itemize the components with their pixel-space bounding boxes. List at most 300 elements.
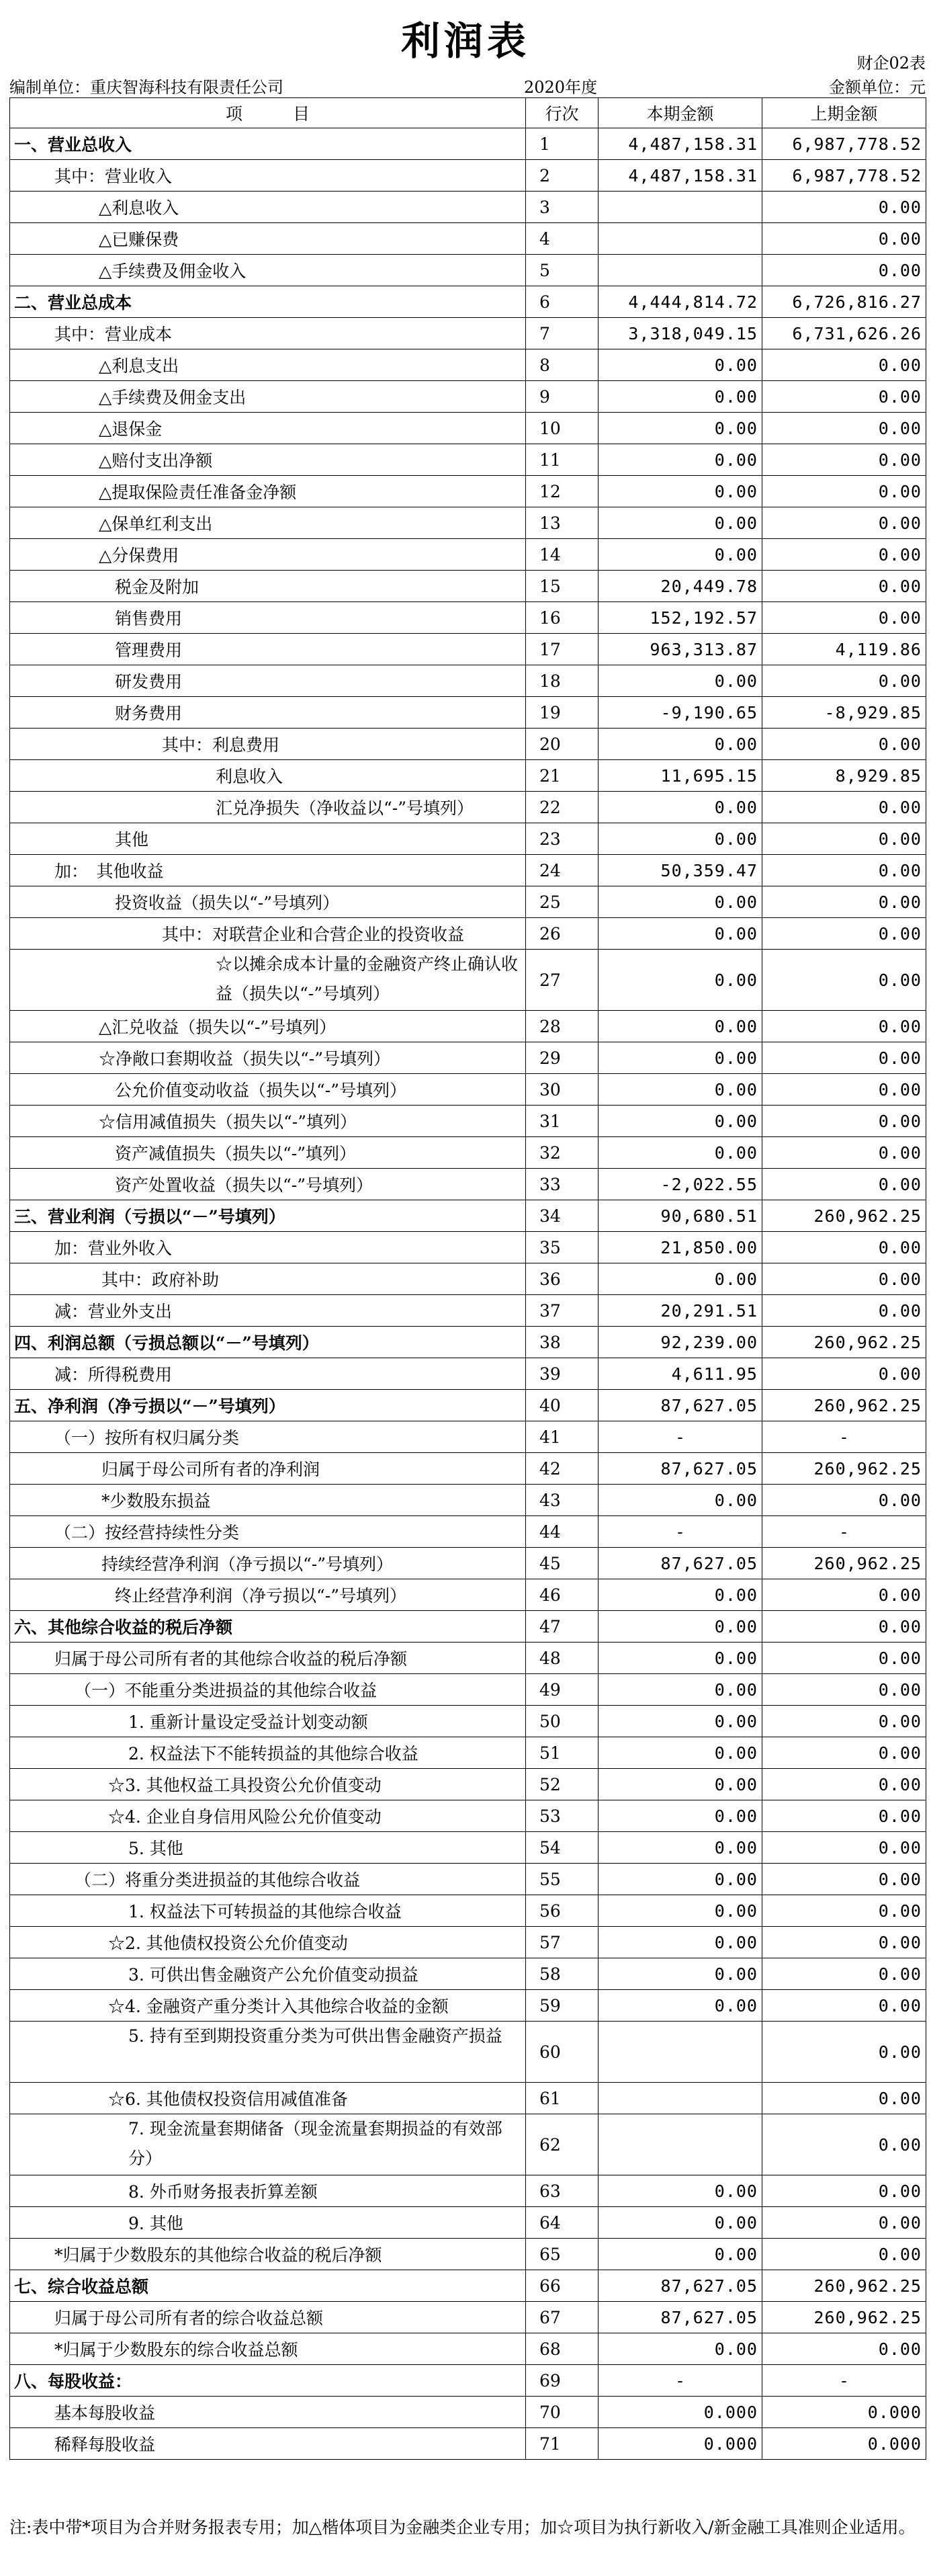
row-prior-amount: 0.00 xyxy=(762,1295,926,1327)
row-line-no: 38 xyxy=(526,1327,598,1358)
table-row xyxy=(10,1042,926,1074)
row-current-amount: 0.00 xyxy=(598,2207,762,2239)
row-item-label: 加： 其他收益 xyxy=(10,855,526,886)
row-current-amount: 0.00 xyxy=(598,918,762,950)
row-item-label: 其中：利息费用 xyxy=(10,729,526,760)
row-line-no: 13 xyxy=(526,507,598,539)
row-prior-amount: 0.00 xyxy=(762,2207,926,2239)
reporting-period: 2020年度 xyxy=(524,78,598,97)
row-prior-amount: 0.00 xyxy=(762,2239,926,2270)
row-item-label: ☆4. 金融资产重分类计入其他综合收益的金额 xyxy=(10,1990,526,2022)
row-item-label: 其中：对联营企业和合营企业的投资收益 xyxy=(10,918,526,950)
row-prior-amount: 0.00 xyxy=(762,729,926,760)
row-current-amount: 4,487,158.31 xyxy=(598,160,762,192)
row-prior-amount: 0.00 xyxy=(762,918,926,950)
row-item-label: 9. 其他 xyxy=(10,2207,526,2239)
row-prior-amount: 0.00 xyxy=(762,2083,926,2114)
row-prior-amount: 6,987,778.52 xyxy=(762,128,926,160)
footnote: 注:表中带*项目为合并财务报表专用；加△楷体项目为金融类企业专用；加☆项目为执行新收入/新金融工具准则企业适用。 xyxy=(9,2518,916,2537)
row-item-label: 资产处置收益（损失以“-”号填列） xyxy=(10,1169,526,1200)
row-item-label: ☆净敞口套期收益（损失以“-”号填列） xyxy=(10,1042,526,1074)
row-item-label: △退保金 xyxy=(10,413,526,444)
row-item-label: 一、营业总收入 xyxy=(10,128,526,160)
row-prior-amount: 0.00 xyxy=(762,1011,926,1042)
row-prior-amount: - xyxy=(762,2365,926,2397)
row-item-label: *归属于少数股东的综合收益总额 xyxy=(10,2333,526,2365)
row-item-label: △手续费及佣金支出 xyxy=(10,381,526,413)
table-row xyxy=(10,1548,926,1579)
table-row xyxy=(10,160,926,192)
table-row xyxy=(10,128,926,160)
row-line-no: 15 xyxy=(526,571,598,602)
row-item-label: 持续经营净利润（净亏损以“-”号填列） xyxy=(10,1548,526,1579)
row-item-label: 七、综合收益总额 xyxy=(10,2270,526,2302)
row-prior-amount: 0.00 xyxy=(762,1895,926,1927)
table-row xyxy=(10,1895,926,1927)
row-line-no: 26 xyxy=(526,918,598,950)
row-current-amount: 0.00 xyxy=(598,1800,762,1832)
row-current-amount: 0.00 xyxy=(598,1832,762,1864)
row-item-label: ☆信用减值损失（损失以“-”填列） xyxy=(10,1106,526,1137)
row-line-no: 47 xyxy=(526,1611,598,1643)
row-current-amount: 0.00 xyxy=(598,413,762,444)
row-prior-amount: - xyxy=(762,1421,926,1453)
table-row xyxy=(10,1958,926,1990)
row-current-amount: 0.00 xyxy=(598,1958,762,1990)
header-item: 项 目 xyxy=(10,98,526,128)
row-line-no: 58 xyxy=(526,1958,598,1990)
row-item-label: 销售费用 xyxy=(10,602,526,634)
table-row xyxy=(10,665,926,697)
row-item-label: 八、每股收益： xyxy=(10,2365,526,2397)
row-line-no: 29 xyxy=(526,1042,598,1074)
row-item-label: ☆4. 企业自身信用风险公允价值变动 xyxy=(10,1800,526,1832)
row-prior-amount: 0.00 xyxy=(762,539,926,571)
row-prior-amount: 260,962.25 xyxy=(762,1200,926,1232)
row-item-label: 其中：营业成本 xyxy=(10,318,526,349)
row-current-amount: 20,291.51 xyxy=(598,1295,762,1327)
table-row xyxy=(10,571,926,602)
row-line-no: 10 xyxy=(526,413,598,444)
table-row xyxy=(10,476,926,507)
table-row xyxy=(10,1295,926,1327)
row-item-label: 三、营业利润（亏损以“－”号填列） xyxy=(10,1200,526,1232)
row-prior-amount: 0.00 xyxy=(762,476,926,507)
row-current-amount: 0.00 xyxy=(598,792,762,823)
row-item-label: 3. 可供出售金融资产公允价值变动损益 xyxy=(10,1958,526,1990)
row-item-label: △保单红利支出 xyxy=(10,507,526,539)
row-prior-amount: - xyxy=(762,1516,926,1548)
row-line-no: 44 xyxy=(526,1516,598,1548)
row-current-amount: 0.00 xyxy=(598,349,762,381)
row-prior-amount: 0.00 xyxy=(762,381,926,413)
row-prior-amount: 0.00 xyxy=(762,255,926,286)
row-prior-amount: 0.00 xyxy=(762,1232,926,1263)
row-prior-amount: 260,962.25 xyxy=(762,1327,926,1358)
table-row xyxy=(10,697,926,729)
row-current-amount: 0.00 xyxy=(598,950,762,1011)
row-line-no: 3 xyxy=(526,192,598,223)
row-prior-amount: 260,962.25 xyxy=(762,1548,926,1579)
row-current-amount: - xyxy=(598,1421,762,1453)
row-line-no: 4 xyxy=(526,223,598,255)
row-line-no: 40 xyxy=(526,1390,598,1421)
row-item-label: 加：营业外收入 xyxy=(10,1232,526,1263)
row-line-no: 64 xyxy=(526,2207,598,2239)
row-current-amount xyxy=(598,192,762,223)
table-row xyxy=(10,444,926,476)
reporting-unit: 编制单位：重庆智海科技有限责任公司 xyxy=(9,78,283,97)
table-row xyxy=(10,1737,926,1769)
row-prior-amount: 6,731,626.26 xyxy=(762,318,926,349)
row-prior-amount: 4,119.86 xyxy=(762,634,926,665)
row-item-label: 税金及附加 xyxy=(10,571,526,602)
row-prior-amount: 0.00 xyxy=(762,444,926,476)
row-prior-amount: 0.00 xyxy=(762,1358,926,1390)
row-line-no: 66 xyxy=(526,2270,598,2302)
row-prior-amount: 0.00 xyxy=(762,602,926,634)
table-row xyxy=(10,1674,926,1706)
row-current-amount: 0.00 xyxy=(598,1927,762,1958)
table-row xyxy=(10,1011,926,1042)
header-line-no: 行次 xyxy=(526,98,598,128)
table-row xyxy=(10,1137,926,1169)
row-item-label: 减：所得税费用 xyxy=(10,1358,526,1390)
row-prior-amount: 0.00 xyxy=(762,1169,926,1200)
row-prior-amount: 6,726,816.27 xyxy=(762,286,926,318)
row-item-label: 减：营业外支出 xyxy=(10,1295,526,1327)
row-line-no: 53 xyxy=(526,1800,598,1832)
table-row xyxy=(10,1927,926,1958)
row-current-amount xyxy=(598,2114,762,2175)
table-row xyxy=(10,2083,926,2114)
table-row xyxy=(10,729,926,760)
row-current-amount: 4,487,158.31 xyxy=(598,128,762,160)
row-line-no: 28 xyxy=(526,1011,598,1042)
row-line-no: 65 xyxy=(526,2239,598,2270)
row-item-label: （二）按经营持续性分类 xyxy=(10,1516,526,1548)
row-line-no: 36 xyxy=(526,1263,598,1295)
row-line-no: 61 xyxy=(526,2083,598,2114)
row-item-label: 汇兑净损失（净收益以“-”号填列） xyxy=(10,792,526,823)
table-row xyxy=(10,223,926,255)
row-line-no: 22 xyxy=(526,792,598,823)
row-line-no: 16 xyxy=(526,602,598,634)
row-item-label: 归属于母公司所有者的净利润 xyxy=(10,1453,526,1485)
row-item-label: 8. 外币财务报表折算差额 xyxy=(10,2175,526,2207)
row-prior-amount: 0.00 xyxy=(762,1800,926,1832)
page-title: 利润表 xyxy=(400,18,530,64)
row-prior-amount: 0.00 xyxy=(762,1706,926,1737)
row-line-no: 49 xyxy=(526,1674,598,1706)
row-item-label: △赔付支出净额 xyxy=(10,444,526,476)
table-row xyxy=(10,286,926,318)
row-prior-amount: 0.00 xyxy=(762,1579,926,1611)
table-row xyxy=(10,192,926,223)
row-line-no: 25 xyxy=(526,886,598,918)
row-line-no: 71 xyxy=(526,2428,598,2460)
row-prior-amount: 0.00 xyxy=(762,792,926,823)
row-current-amount: 0.00 xyxy=(598,1485,762,1516)
table-row xyxy=(10,1453,926,1485)
table-row xyxy=(10,1706,926,1737)
row-current-amount: 0.00 xyxy=(598,729,762,760)
row-item-label: 研发费用 xyxy=(10,665,526,697)
row-line-no: 9 xyxy=(526,381,598,413)
row-prior-amount: 0.000 xyxy=(762,2397,926,2428)
row-line-no: 20 xyxy=(526,729,598,760)
row-prior-amount: 0.00 xyxy=(762,665,926,697)
row-prior-amount: 0.00 xyxy=(762,855,926,886)
table-row xyxy=(10,855,926,886)
row-item-label: △手续费及佣金收入 xyxy=(10,255,526,286)
row-line-no: 5 xyxy=(526,255,598,286)
row-item-label: 终止经营净利润（净亏损以“-”号填列） xyxy=(10,1579,526,1611)
row-item-label: ☆以摊余成本计量的金融资产终止确认收益（损失以“-”号填列） xyxy=(10,950,526,1011)
row-current-amount: 0.00 xyxy=(598,1706,762,1737)
row-prior-amount: 8,929.85 xyxy=(762,760,926,792)
row-line-no: 6 xyxy=(526,286,598,318)
row-line-no: 37 xyxy=(526,1295,598,1327)
table-row xyxy=(10,2302,926,2333)
table-row xyxy=(10,1390,926,1421)
row-current-amount: 0.00 xyxy=(598,1011,762,1042)
row-prior-amount: 0.00 xyxy=(762,349,926,381)
row-current-amount: 0.00 xyxy=(598,1074,762,1106)
row-prior-amount: 0.00 xyxy=(762,1990,926,2022)
table-row xyxy=(10,1232,926,1263)
table-row xyxy=(10,2333,926,2365)
row-current-amount: 0.000 xyxy=(598,2397,762,2428)
row-line-no: 27 xyxy=(526,950,598,1011)
table-row xyxy=(10,318,926,349)
table-row xyxy=(10,2239,926,2270)
row-item-label: 2. 权益法下不能转损益的其他综合收益 xyxy=(10,1737,526,1769)
row-current-amount: 0.00 xyxy=(598,1895,762,1927)
row-current-amount: 0.00 xyxy=(598,1643,762,1674)
table-row xyxy=(10,1990,926,2022)
row-prior-amount: 0.00 xyxy=(762,1263,926,1295)
row-current-amount: 21,850.00 xyxy=(598,1232,762,1263)
row-line-no: 17 xyxy=(526,634,598,665)
row-prior-amount: 0.00 xyxy=(762,1674,926,1706)
row-current-amount: 0.00 xyxy=(598,823,762,855)
row-prior-amount: 0.00 xyxy=(762,1485,926,1516)
row-prior-amount: 0.00 xyxy=(762,1137,926,1169)
table-row xyxy=(10,1769,926,1800)
row-current-amount: 963,313.87 xyxy=(598,634,762,665)
row-line-no: 31 xyxy=(526,1106,598,1137)
row-prior-amount: 0.00 xyxy=(762,1074,926,1106)
table-row xyxy=(10,2207,926,2239)
table-row xyxy=(10,1579,926,1611)
row-prior-amount: 0.00 xyxy=(762,950,926,1011)
row-item-label: 其他 xyxy=(10,823,526,855)
table-row xyxy=(10,349,926,381)
form-code: 财企02表 xyxy=(856,54,926,73)
table-row xyxy=(10,1864,926,1895)
row-item-label: （一）按所有权归属分类 xyxy=(10,1421,526,1453)
row-line-no: 55 xyxy=(526,1864,598,1895)
row-current-amount: 92,239.00 xyxy=(598,1327,762,1358)
row-current-amount: 0.00 xyxy=(598,1674,762,1706)
row-current-amount: 11,695.15 xyxy=(598,760,762,792)
row-prior-amount: 0.00 xyxy=(762,2333,926,2365)
row-line-no: 43 xyxy=(526,1485,598,1516)
row-current-amount: 0.000 xyxy=(598,2428,762,2460)
table-row xyxy=(10,2270,926,2302)
row-item-label: 5. 其他 xyxy=(10,1832,526,1864)
row-current-amount: - xyxy=(598,2365,762,2397)
row-current-amount: 0.00 xyxy=(598,886,762,918)
row-item-label: 五、净利润（净亏损以“－”号填列） xyxy=(10,1390,526,1421)
row-item-label: 1. 权益法下可转损益的其他综合收益 xyxy=(10,1895,526,1927)
row-current-amount: 0.00 xyxy=(598,2239,762,2270)
row-current-amount xyxy=(598,255,762,286)
row-line-no: 63 xyxy=(526,2175,598,2207)
row-line-no: 39 xyxy=(526,1358,598,1390)
row-current-amount: 87,627.05 xyxy=(598,1548,762,1579)
row-line-no: 41 xyxy=(526,1421,598,1453)
row-prior-amount: 260,962.25 xyxy=(762,1453,926,1485)
row-prior-amount: 0.00 xyxy=(762,1832,926,1864)
row-prior-amount: 0.00 xyxy=(762,1737,926,1769)
row-line-no: 12 xyxy=(526,476,598,507)
row-current-amount: 87,627.05 xyxy=(598,2302,762,2333)
row-line-no: 69 xyxy=(526,2365,598,2397)
row-current-amount: - xyxy=(598,1516,762,1548)
row-current-amount: 0.00 xyxy=(598,476,762,507)
row-current-amount: 87,627.05 xyxy=(598,1390,762,1421)
table-row xyxy=(10,886,926,918)
table-row xyxy=(10,2175,926,2207)
row-item-label: △已赚保费 xyxy=(10,223,526,255)
row-prior-amount: 0.00 xyxy=(762,823,926,855)
row-item-label: 5. 持有至到期投资重分类为可供出售金融资产损益 xyxy=(10,2022,526,2083)
row-line-no: 70 xyxy=(526,2397,598,2428)
row-current-amount: 0.00 xyxy=(598,1990,762,2022)
row-prior-amount: 0.00 xyxy=(762,1958,926,1990)
row-prior-amount: 260,962.25 xyxy=(762,1390,926,1421)
row-line-no: 60 xyxy=(526,2022,598,2083)
table-row xyxy=(10,792,926,823)
row-current-amount: 0.00 xyxy=(598,1737,762,1769)
row-item-label: （二）将重分类进损益的其他综合收益 xyxy=(10,1864,526,1895)
row-current-amount: 0.00 xyxy=(598,507,762,539)
row-line-no: 54 xyxy=(526,1832,598,1864)
row-current-amount: 4,444,814.72 xyxy=(598,286,762,318)
row-item-label: 归属于母公司所有者的综合收益总额 xyxy=(10,2302,526,2333)
row-item-label: 管理费用 xyxy=(10,634,526,665)
row-current-amount xyxy=(598,223,762,255)
table-row xyxy=(10,1358,926,1390)
row-item-label: 7. 现金流量套期储备（现金流量套期损益的有效部分） xyxy=(10,2114,526,2175)
row-current-amount: 0.00 xyxy=(598,1611,762,1643)
row-current-amount: 0.00 xyxy=(598,1769,762,1800)
table-row xyxy=(10,1263,926,1295)
row-prior-amount: 6,987,778.52 xyxy=(762,160,926,192)
table-row xyxy=(10,1611,926,1643)
table-row xyxy=(10,1485,926,1516)
row-item-label: △分保费用 xyxy=(10,539,526,571)
row-item-label: 利息收入 xyxy=(10,760,526,792)
row-item-label: 归属于母公司所有者的其他综合收益的税后净额 xyxy=(10,1643,526,1674)
row-prior-amount: 260,962.25 xyxy=(762,2302,926,2333)
row-prior-amount: 0.00 xyxy=(762,571,926,602)
header-prior-amount: 上期金额 xyxy=(762,98,926,128)
row-line-no: 42 xyxy=(526,1453,598,1485)
row-item-label: 公允价值变动收益（损失以“-”号填列） xyxy=(10,1074,526,1106)
table-row xyxy=(10,1421,926,1453)
table-row xyxy=(10,413,926,444)
table-row xyxy=(10,255,926,286)
row-prior-amount: 0.00 xyxy=(762,507,926,539)
row-item-label: 二、营业总成本 xyxy=(10,286,526,318)
income-statement-table xyxy=(9,97,926,2460)
row-current-amount: 0.00 xyxy=(598,444,762,476)
table-row xyxy=(10,1074,926,1106)
row-current-amount: 0.00 xyxy=(598,1137,762,1169)
row-line-no: 67 xyxy=(526,2302,598,2333)
row-line-no: 14 xyxy=(526,539,598,571)
row-current-amount: 152,192.57 xyxy=(598,602,762,634)
header-current-amount: 本期金额 xyxy=(598,98,762,128)
row-line-no: 57 xyxy=(526,1927,598,1958)
row-line-no: 8 xyxy=(526,349,598,381)
table-row xyxy=(10,2022,926,2083)
row-current-amount: 0.00 xyxy=(598,2333,762,2365)
table-row xyxy=(10,823,926,855)
row-current-amount xyxy=(598,2083,762,2114)
row-current-amount: -9,190.65 xyxy=(598,697,762,729)
row-current-amount: 0.00 xyxy=(598,1042,762,1074)
row-prior-amount: 0.00 xyxy=(762,2114,926,2175)
row-item-label: 1. 重新计量设定受益计划变动额 xyxy=(10,1706,526,1737)
row-line-no: 68 xyxy=(526,2333,598,2365)
table-row xyxy=(10,1832,926,1864)
row-item-label: △提取保险责任准备金净额 xyxy=(10,476,526,507)
row-item-label: ☆6. 其他债权投资信用减值准备 xyxy=(10,2083,526,2114)
row-line-no: 46 xyxy=(526,1579,598,1611)
row-item-label: 四、利润总额（亏损总额以“－”号填列） xyxy=(10,1327,526,1358)
row-line-no: 48 xyxy=(526,1643,598,1674)
row-prior-amount: 0.00 xyxy=(762,1643,926,1674)
table-row xyxy=(10,634,926,665)
row-line-no: 19 xyxy=(526,697,598,729)
row-item-label: ☆2. 其他债权投资公允价值变动 xyxy=(10,1927,526,1958)
row-line-no: 1 xyxy=(526,128,598,160)
row-prior-amount: 0.00 xyxy=(762,413,926,444)
row-line-no: 7 xyxy=(526,318,598,349)
table-row xyxy=(10,760,926,792)
table-row xyxy=(10,2114,926,2175)
row-line-no: 30 xyxy=(526,1074,598,1106)
row-prior-amount: 0.00 xyxy=(762,1611,926,1643)
table-row xyxy=(10,539,926,571)
table-row xyxy=(10,381,926,413)
table-row xyxy=(10,1327,926,1358)
table-row xyxy=(10,507,926,539)
row-prior-amount: 0.00 xyxy=(762,1864,926,1895)
row-current-amount: 87,627.05 xyxy=(598,1453,762,1485)
row-line-no: 11 xyxy=(526,444,598,476)
row-line-no: 51 xyxy=(526,1737,598,1769)
table-row xyxy=(10,1643,926,1674)
row-prior-amount: 0.00 xyxy=(762,223,926,255)
row-item-label: △利息收入 xyxy=(10,192,526,223)
row-prior-amount: 0.00 xyxy=(762,2022,926,2083)
row-prior-amount: 0.000 xyxy=(762,2428,926,2460)
